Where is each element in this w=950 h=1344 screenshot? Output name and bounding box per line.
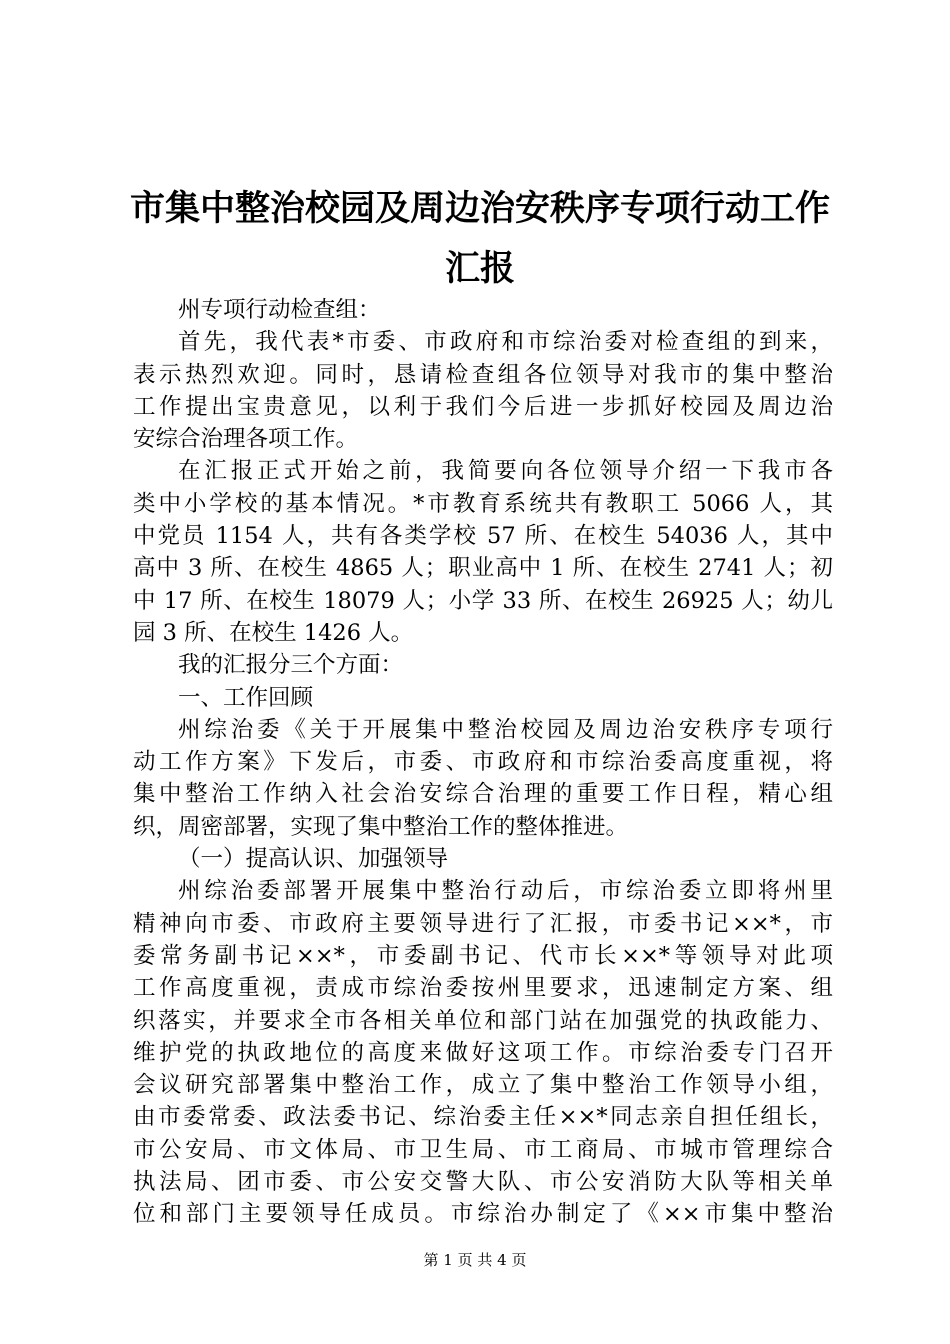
body-line: 由市委常委、政法委书记、综治委主任××*同志亲自担任组长， [133, 1104, 833, 1131]
body-line: 中 17 所、在校生 18079 人；小学 33 所、在校生 26925 人；幼儿 [133, 587, 833, 614]
body-line: 会议研究部署集中整治工作，成立了集中整治工作领导小组， [133, 1072, 833, 1099]
body-line: 类中小学校的基本情况。*市教育系统共有教职工 5066 人，其 [133, 490, 833, 517]
body-line: 州综治委《关于开展集中整治校园及周边治安秩序专项行 [178, 716, 833, 743]
body-line: 在汇报正式开始之前，我简要向各位领导介绍一下我市各 [178, 458, 833, 485]
body-line: 市公安局、市文体局、市卫生局、市工商局、市城市管理综合 [133, 1136, 833, 1163]
document-title-line-1: 市集中整治校园及周边治安秩序专项行动工作 [129, 189, 830, 229]
body-line: 安综合治理各项工作。 [133, 426, 359, 453]
body-line: 委常务副书记××*，市委副书记、代市长××*等领导对此项 [133, 942, 833, 969]
body-line: 工作提出宝贵意见，以利于我们今后进一步抓好校园及周边治 [133, 393, 833, 420]
body-line: 集中整治工作纳入社会治安综合治理的重要工作日程，精心组 [133, 781, 833, 808]
body-line: 州综治委部署开展集中整治行动后，市综治委立即将州里 [178, 878, 833, 905]
body-line: 一、工作回顾 [178, 684, 314, 711]
body-line: 位和部门主要领导任成员。市综治办制定了《××市集中整治 [133, 1201, 833, 1228]
body-line: 州专项行动检查组： [178, 297, 381, 323]
body-line: 织，周密部署，实现了集中整治工作的整体推进。 [133, 813, 629, 840]
body-line: 中党员 1154 人，共有各类学校 57 所、在校生 54036 人，其中 [133, 523, 833, 550]
body-line: 动工作方案》下发后，市委、市政府和市综治委高度重视，将 [133, 749, 833, 776]
body-line: 表示热烈欢迎。同时，恳请检查组各位领导对我市的集中整治 [133, 361, 833, 388]
document-title-line-2: 汇报 [444, 249, 515, 289]
body-line: 精神向市委、市政府主要领导进行了汇报，市委书记××*，市 [133, 910, 833, 937]
body-line: 我的汇报分三个方面： [178, 652, 404, 679]
document-body [133, 294, 833, 1231]
page-footer: 第 1 页 共 4 页 [423, 1251, 527, 1269]
body-line: （一）提高认识、加强领导 [178, 846, 449, 873]
body-line: 高中 3 所、在校生 4865 人；职业高中 1 所、在校生 2741 人；初 [133, 555, 833, 582]
body-line: 执法局、团市委、市公安交警大队、市公安消防大队等相关单 [133, 1169, 833, 1196]
body-line: 织落实，并要求全市各相关单位和部门站在加强党的执政能力、 [133, 1007, 833, 1034]
body-line: 首先，我代表*市委、市政府和市综治委对检查组的到来， [178, 329, 833, 356]
body-line: 园 3 所、在校生 1426 人。 [133, 619, 414, 646]
body-line: 工作高度重视，责成市综治委按州里要求，迅速制定方案、组 [133, 975, 833, 1002]
body-line: 维护党的执政地位的高度来做好这项工作。市综治委专门召开 [133, 1039, 833, 1066]
